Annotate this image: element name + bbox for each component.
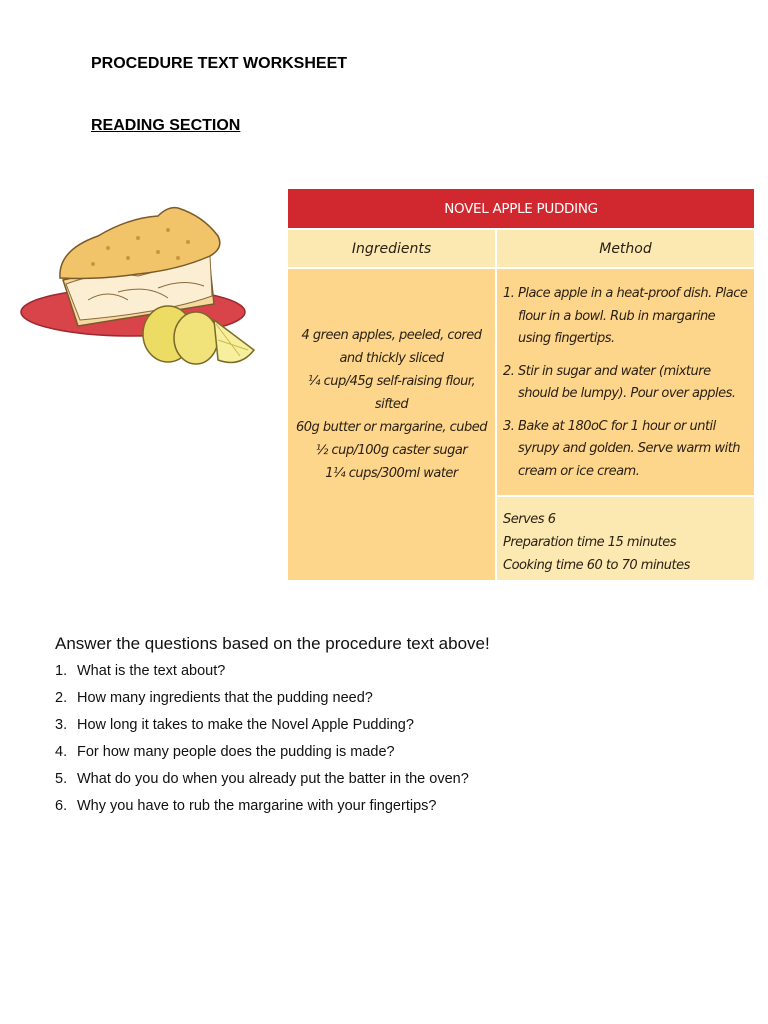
step-text: Place apple in a heat-proof dish. Place flour in a bowl. Rub in margarine using fingertips.: [518, 286, 748, 346]
questions-list: [55, 663, 469, 825]
question-text: Why you have to rub the margarine with your fingertips?: [77, 798, 437, 814]
cook-time-text: Cooking time 60 to 70 minutes: [503, 558, 690, 573]
ingredients-heading: Ingredients: [288, 230, 495, 267]
question-number: 3.: [55, 717, 68, 733]
recipe-info: [497, 497, 754, 580]
question-item: [55, 717, 469, 744]
recipe-table: [288, 189, 754, 580]
ingredient-item: 4 green apples, peeled, cored and thickly sliced: [301, 328, 482, 366]
serves-text: Serves 6: [503, 512, 556, 527]
method-heading: Method: [497, 230, 754, 267]
question-number: 1.: [55, 663, 68, 679]
question-text: What is the text about?: [77, 663, 226, 679]
questions-intro: Answer the questions based on the procedure text above!: [55, 634, 490, 653]
worksheet-title: PROCEDURE TEXT WORKSHEET: [91, 55, 348, 72]
apple-pie-illustration: [18, 200, 264, 372]
step-number: 2.: [503, 363, 515, 379]
ingredient-item: 1¼ cups/300ml water: [325, 466, 458, 481]
question-item: [55, 771, 469, 798]
ingredient-item: ½ cup/100g caster sugar: [315, 443, 468, 458]
question-text: How long it takes to make the Novel Apple Pudding?: [77, 717, 414, 733]
question-number: 5.: [55, 771, 68, 787]
question-text: What do you do when you already put the batter in the oven?: [77, 771, 469, 787]
question-item: [55, 663, 469, 690]
method-step: [503, 283, 748, 351]
question-item: [55, 690, 469, 717]
step-text: Bake at 180oC for 1 hour or until syrupy and golden. Serve warm with cream or ice cream.: [518, 418, 741, 479]
step-number: 1.: [503, 286, 515, 301]
method-step: [503, 416, 748, 484]
question-number: 4.: [55, 744, 68, 760]
ingredient-item: 60g butter or margarine, cubed: [295, 420, 488, 435]
ingredients-list: [288, 269, 495, 580]
question-number: 2.: [55, 690, 68, 706]
section-heading: READING SECTION: [91, 117, 241, 134]
question-number: 6.: [55, 798, 68, 814]
question-item: [55, 798, 469, 825]
method-step: [503, 361, 748, 406]
question-text: How many ingredients that the pudding need?: [77, 690, 373, 706]
question-item: [55, 744, 469, 771]
prep-time-text: Preparation time 15 minutes: [503, 535, 677, 550]
method-steps: [497, 269, 754, 495]
step-number: 3.: [503, 418, 515, 434]
ingredient-item: ¼ cup/45g self-raising flour, sifted: [307, 374, 476, 412]
question-text: For how many people does the pudding is made?: [77, 744, 395, 760]
step-text: Stir in sugar and water (mixture should be lumpy). Pour over apples.: [518, 363, 736, 401]
recipe-title: NOVEL APPLE PUDDING: [288, 189, 754, 228]
